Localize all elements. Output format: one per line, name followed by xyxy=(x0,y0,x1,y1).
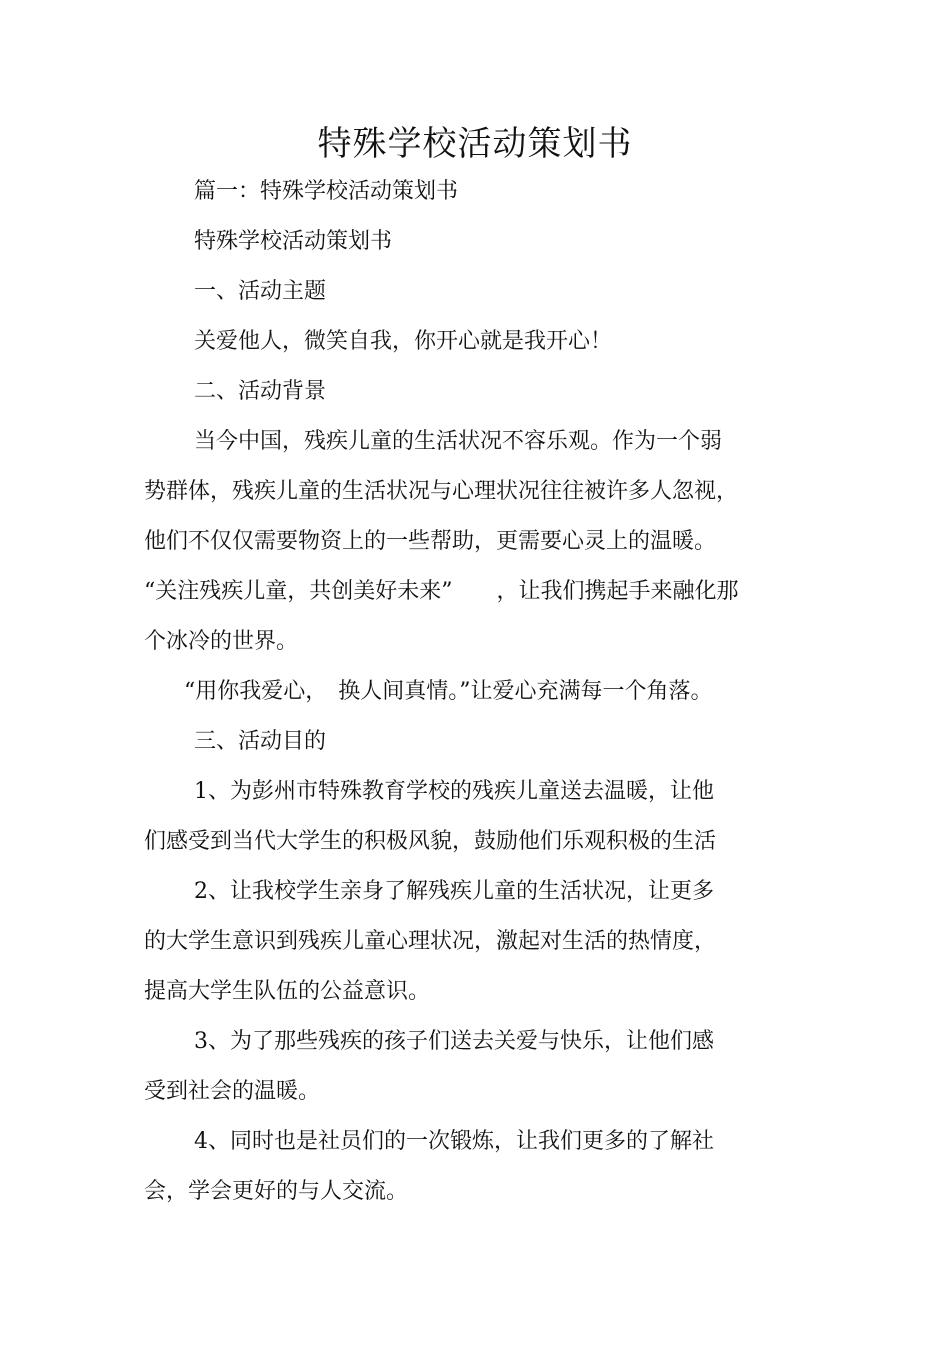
document-title: 特殊学校活动策划书 xyxy=(317,124,633,164)
subtitle-line: 特殊学校活动策划书 xyxy=(194,229,393,254)
paragraph-line: 受到社会的温暖。 xyxy=(144,1079,321,1104)
paragraph-line: 的大学生意识到残疾儿童心理状况，激起对生活的热情度， xyxy=(144,929,717,954)
section-heading: 一、活动主题 xyxy=(194,279,327,304)
paragraph-line: 2、让我校学生亲身了解残疾儿童的生活状况，让更多 xyxy=(194,879,714,904)
paragraph-line: 会，学会更好的与人交流。 xyxy=(144,1179,409,1204)
paragraph-line: 们感受到当代大学生的积极风貌，鼓励他们乐观积极的生活 xyxy=(144,829,717,854)
paragraph-line: 当今中国，残疾儿童的生活状况不容乐观。作为一个弱 xyxy=(194,429,723,454)
paragraph-line: 3、为了那些残疾的孩子们送去关爱与快乐，让他们感 xyxy=(194,1029,714,1054)
section-heading: 三、活动目的 xyxy=(194,729,327,754)
paragraph-line: 提高大学生队伍的公益意识。 xyxy=(144,979,431,1004)
section-heading: 篇一：特殊学校活动策划书 xyxy=(194,179,459,204)
section-heading: 二、活动背景 xyxy=(194,379,327,404)
paragraph-line: “关注残疾儿童，共创美好未来” ，让我们携起手来融化那 xyxy=(144,579,739,604)
paragraph-line: “用你我爱心， 换人间真情。”让爱心充满每一个角落。 xyxy=(184,679,713,704)
paragraph-line: 1、为彭州市特殊教育学校的残疾儿童送去温暖，让他 xyxy=(194,779,714,804)
paragraph-line: 势群体，残疾儿童的生活状况与心理状况往往被许多人忽视， xyxy=(144,479,739,504)
paragraph-line: 关爱他人，微笑自我，你开心就是我开心！ xyxy=(194,329,613,354)
paragraph-line: 4、同时也是社员们的一次锻炼，让我们更多的了解社 xyxy=(194,1129,714,1154)
paragraph-line: 他们不仅仅需要物资上的一些帮助，更需要心灵上的温暖。 xyxy=(144,529,717,554)
paragraph-line: 个冰冷的世界。 xyxy=(144,629,299,654)
